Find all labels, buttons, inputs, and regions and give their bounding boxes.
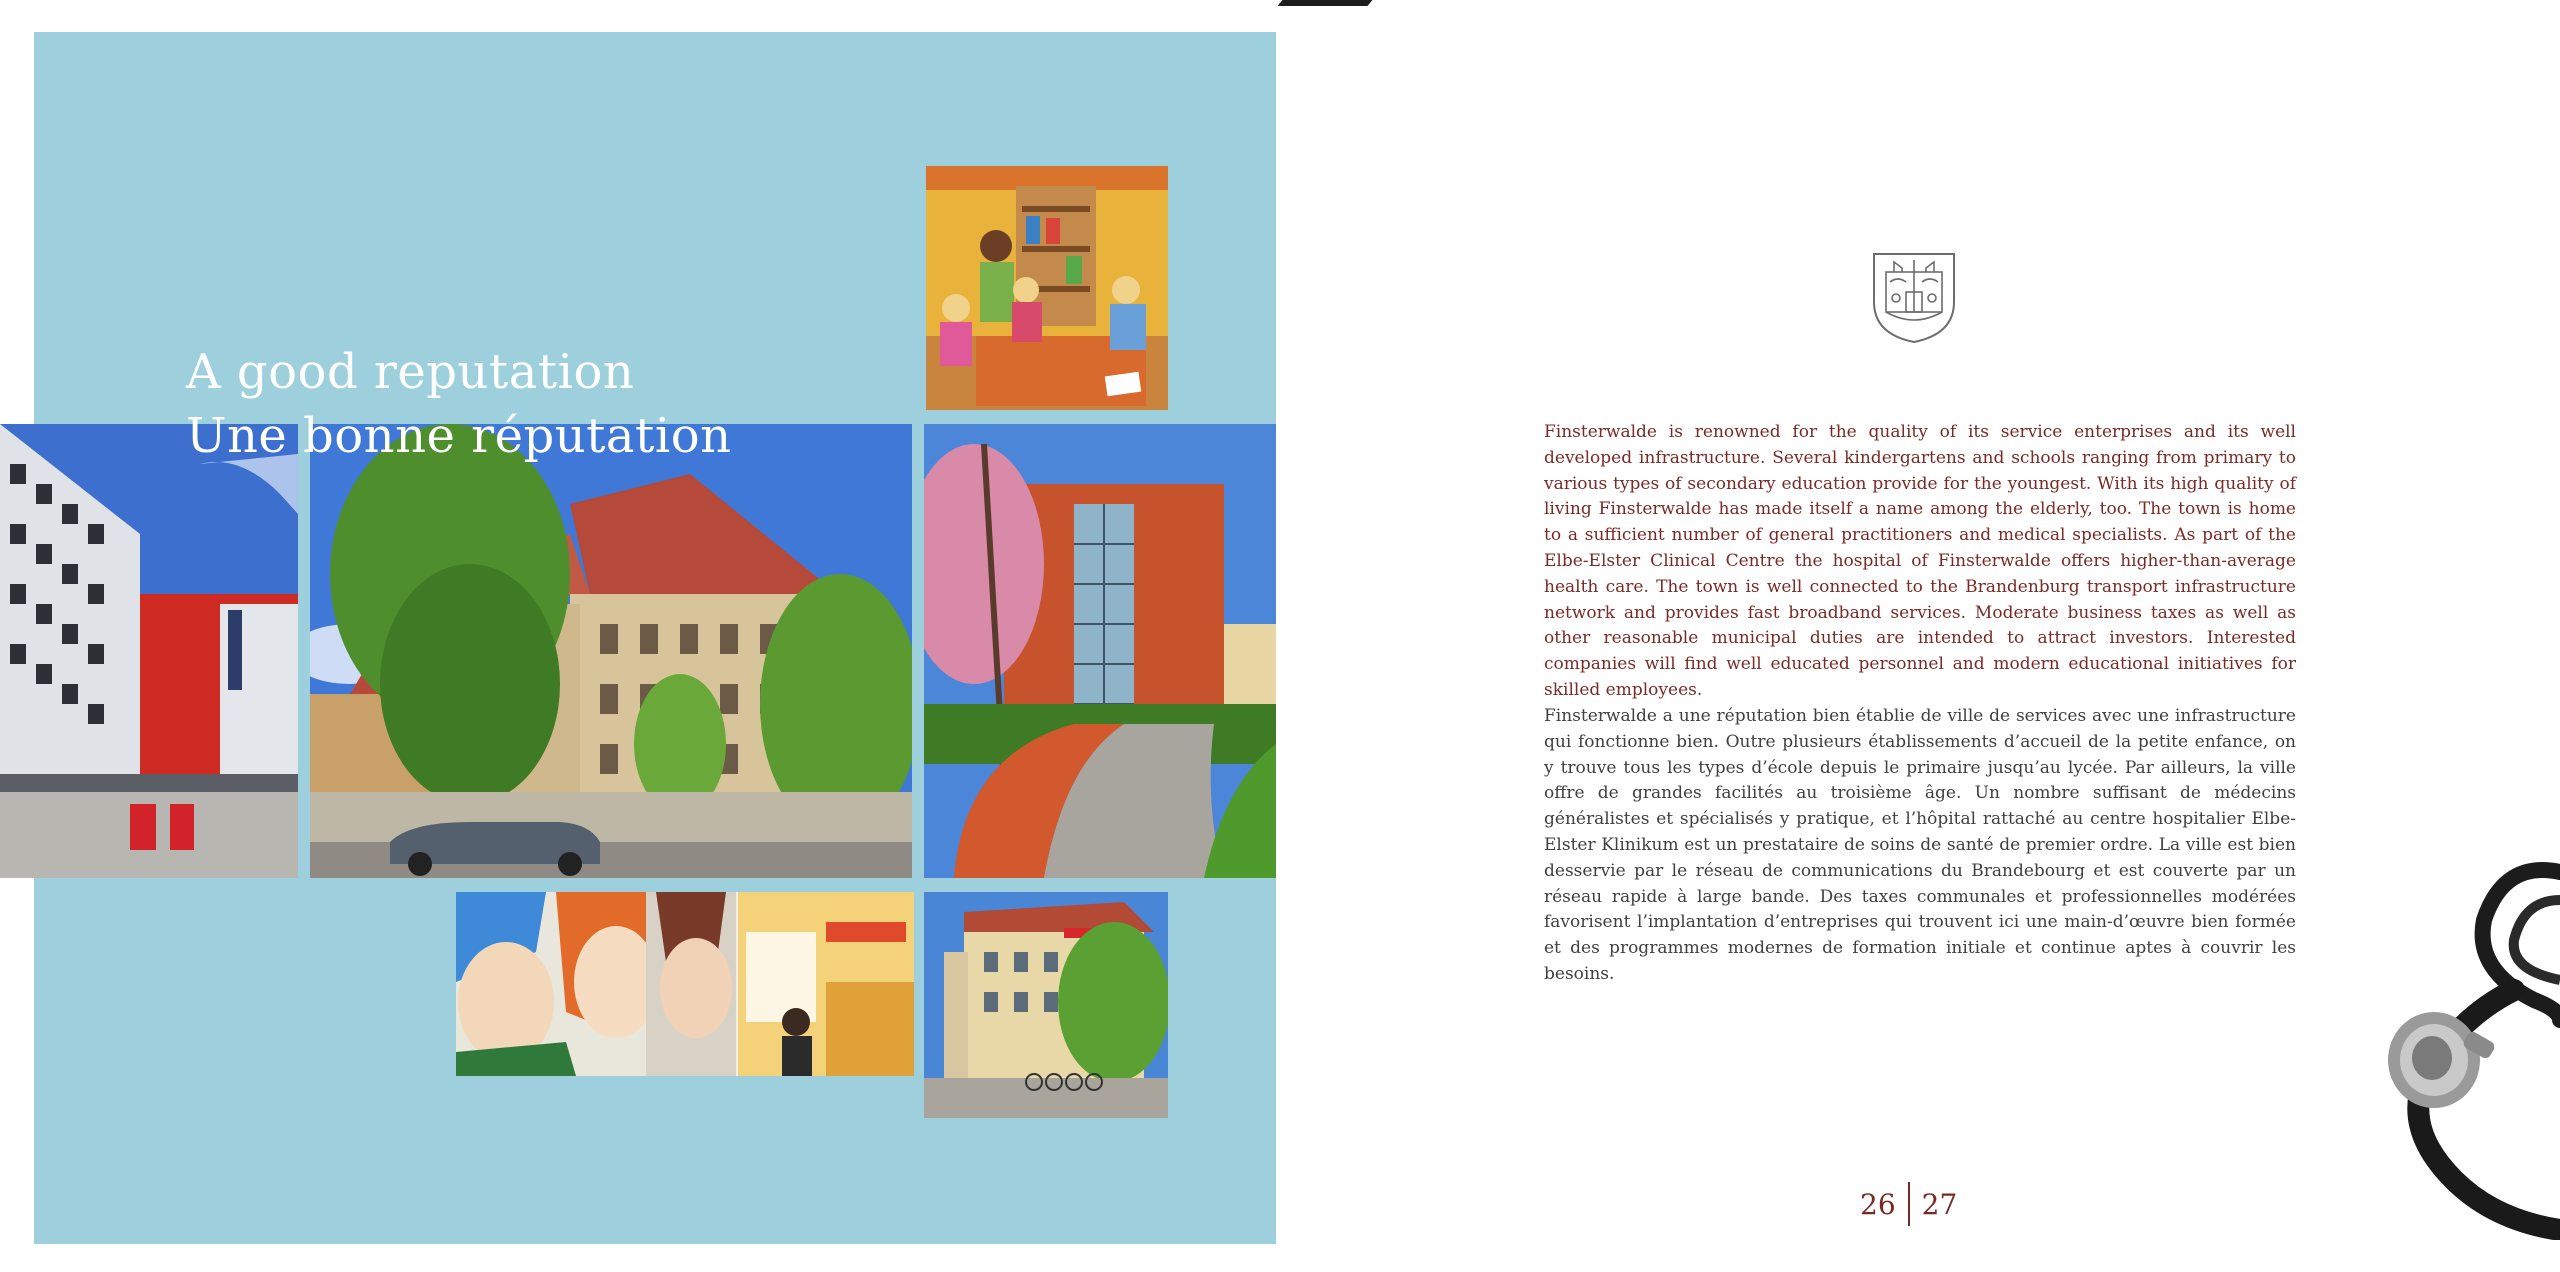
page-number-right: 27: [1921, 1187, 1958, 1221]
page-number-left: 26: [1860, 1187, 1896, 1221]
town-street-photo: [924, 892, 1168, 1118]
kindergarten-photo: [926, 166, 1168, 410]
title-french: Une bonne réputation: [186, 408, 732, 464]
coat-of-arms-icon: [1872, 252, 1956, 344]
page-title: [186, 340, 732, 468]
cinema-building-photo: [0, 424, 298, 878]
page-numbers: [1860, 1182, 1957, 1226]
title-english: A good reputation: [186, 344, 635, 400]
school-building-photo: [310, 424, 912, 878]
stethoscope-icon: [2364, 860, 2560, 1240]
scan-edge: [1277, 0, 1372, 6]
right-page: [1280, 0, 2560, 1272]
page-number-divider: [1908, 1182, 1910, 1226]
paragraph-french: Finsterwalde a une réputation bien établie de ville de services avec une infrastructure qui fonctionne bien. Outre plusieurs établissements d’accueil de la petite enfance, on y trouve tous les types d’école depuis le primaire jusqu’au lycée. Par ailleurs, la ville offre de grandes facilités au troisième âge. Un nombre suffisant de médecins généralistes et spécialisés y pratique, et l’hôpital rattaché au centre hospitalier Elbe-Elster Klinikum est un prestataire de soins de santé de premier ordre. La ville est bien desservie par le réseau de communications du Brandebourg et est couverte par un réseau rapide à large bande. Des taxes communales et professionnelles modérées favorisent l’implantation d’entreprises qui trouvent ici une main-d’œuvre bien formée et des programmes modernes de formation initiale et continue aptes à couvrir les besoins.: [1544, 706, 2296, 984]
paragraph-english: Finsterwalde is renowned for the quality of its service enterprises and its well developed infrastructure. Several kindergartens and schools ranging from primary to various types of secondary education provide for the youngest. With its high quality of living Finsterwalde has made itself a name among the elderly, too. The town is home to a sufficient number of general practitioners and medical specialists. As part of the Elbe-Elster Clinical Centre the hospital of Finsterwalde offers higher-than-average health care. The town is well connected to the Brandenburg transport infrastructure network and provides fast broadband services. Moderate business taxes as well as other reasonable municipal duties are intended to attract investors. Interested companies will find well educated personnel and modern educational initiatives for skilled employees.: [1544, 422, 2296, 700]
left-page: [34, 32, 1276, 1244]
comic-mural-and-cafe-photo: [456, 892, 914, 1076]
hospital-building-photo: [924, 424, 1276, 878]
